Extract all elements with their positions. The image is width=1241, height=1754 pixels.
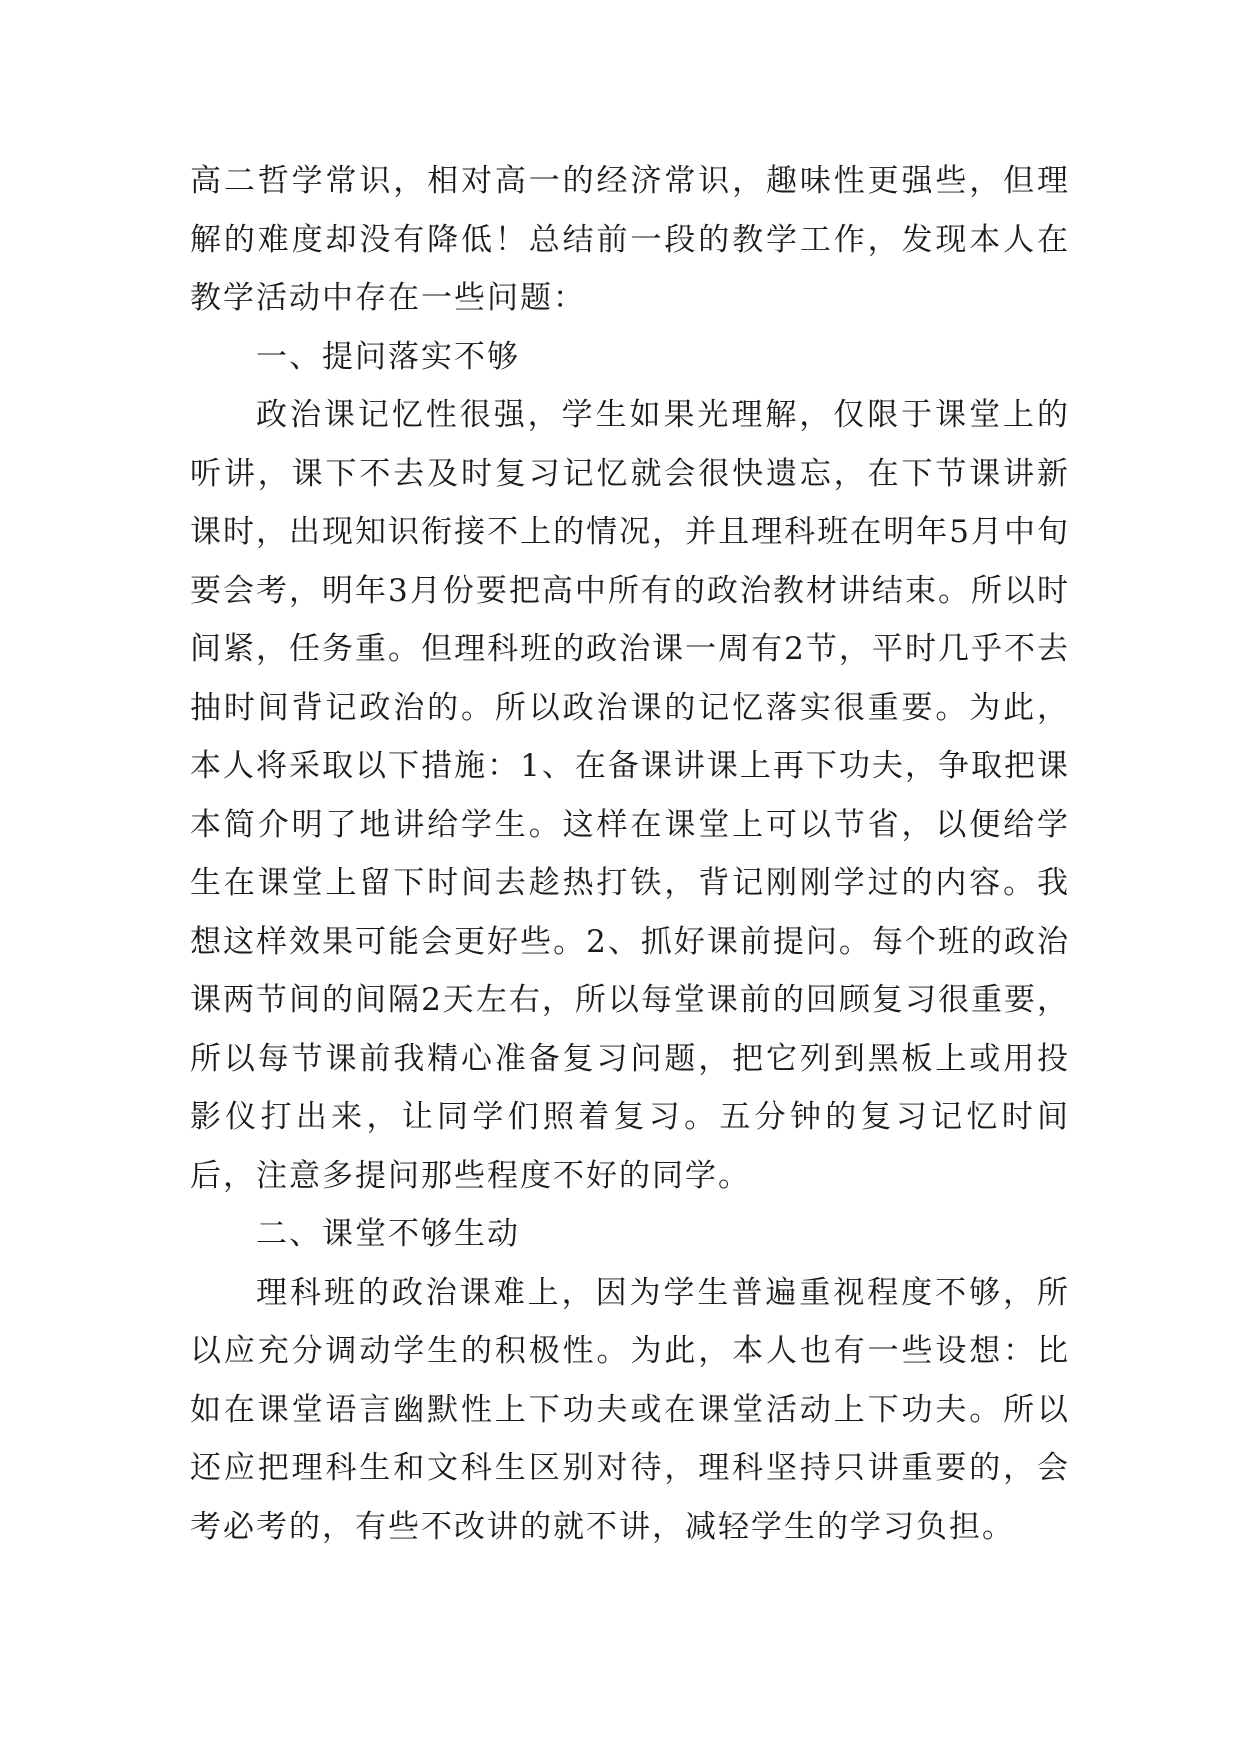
section-1-paragraph: 政治课记忆性很强，学生如果光理解，仅限于课堂上的听讲，课下不去及时复习记忆就会很快遗忘，在下节课讲新课时，出现知识衔接不上的情况，并且理科班在明年5月中旬要会考，明年3月份要把高中所有的政治教材讲结束。所以时间紧，任务重。但理科班的政治课一周有2节，平时几乎不去抽时间背记政治的。所以政治课的记忆落实很重要。为此，本人将采取以下措施：1、在备课讲课上再下功夫，争取把课本简介明了地讲给学生。这样在课堂上可以节省，以便给学生在课堂上留下时间去趁热打铁，背记刚刚学过的内容。我想这样效果可能会更好些。2、抓好课前提问。每个班的政治课两节间的间隔2天左右，所以每堂课前的回顾复习很重要，所以每节课前我精心准备复习问题，把它列到黑板上或用投影仪打出来，让同学们照着复习。五分钟的复习记忆时间后，注意多提问那些程度不好的同学。 xyxy=(190,397,1070,1194)
document-body xyxy=(190,152,1070,1556)
section-heading-1: 一、提问落实不够 xyxy=(256,338,520,375)
section-2-paragraph: 理科班的政治课难上，因为学生普遍重视程度不够，所以应充分调动学生的积极性。为此，本人也有一些设想：比如在课堂语言幽默性上下功夫或在课堂活动上下功夫。所以还应把理科生和文科生区别对待，理科坚持只讲重要的，会考必考的，有些不改讲的就不讲，减轻学生的学习负担。 xyxy=(190,1274,1070,1545)
intro-paragraph: 高二哲学常识，相对高一的经济常识，趣味性更强些，但理解的难度却没有降低！总结前一段的教学工作，发现本人在教学活动中存在一些问题： xyxy=(190,163,1070,316)
section-heading-2: 二、课堂不够生动 xyxy=(256,1216,520,1252)
